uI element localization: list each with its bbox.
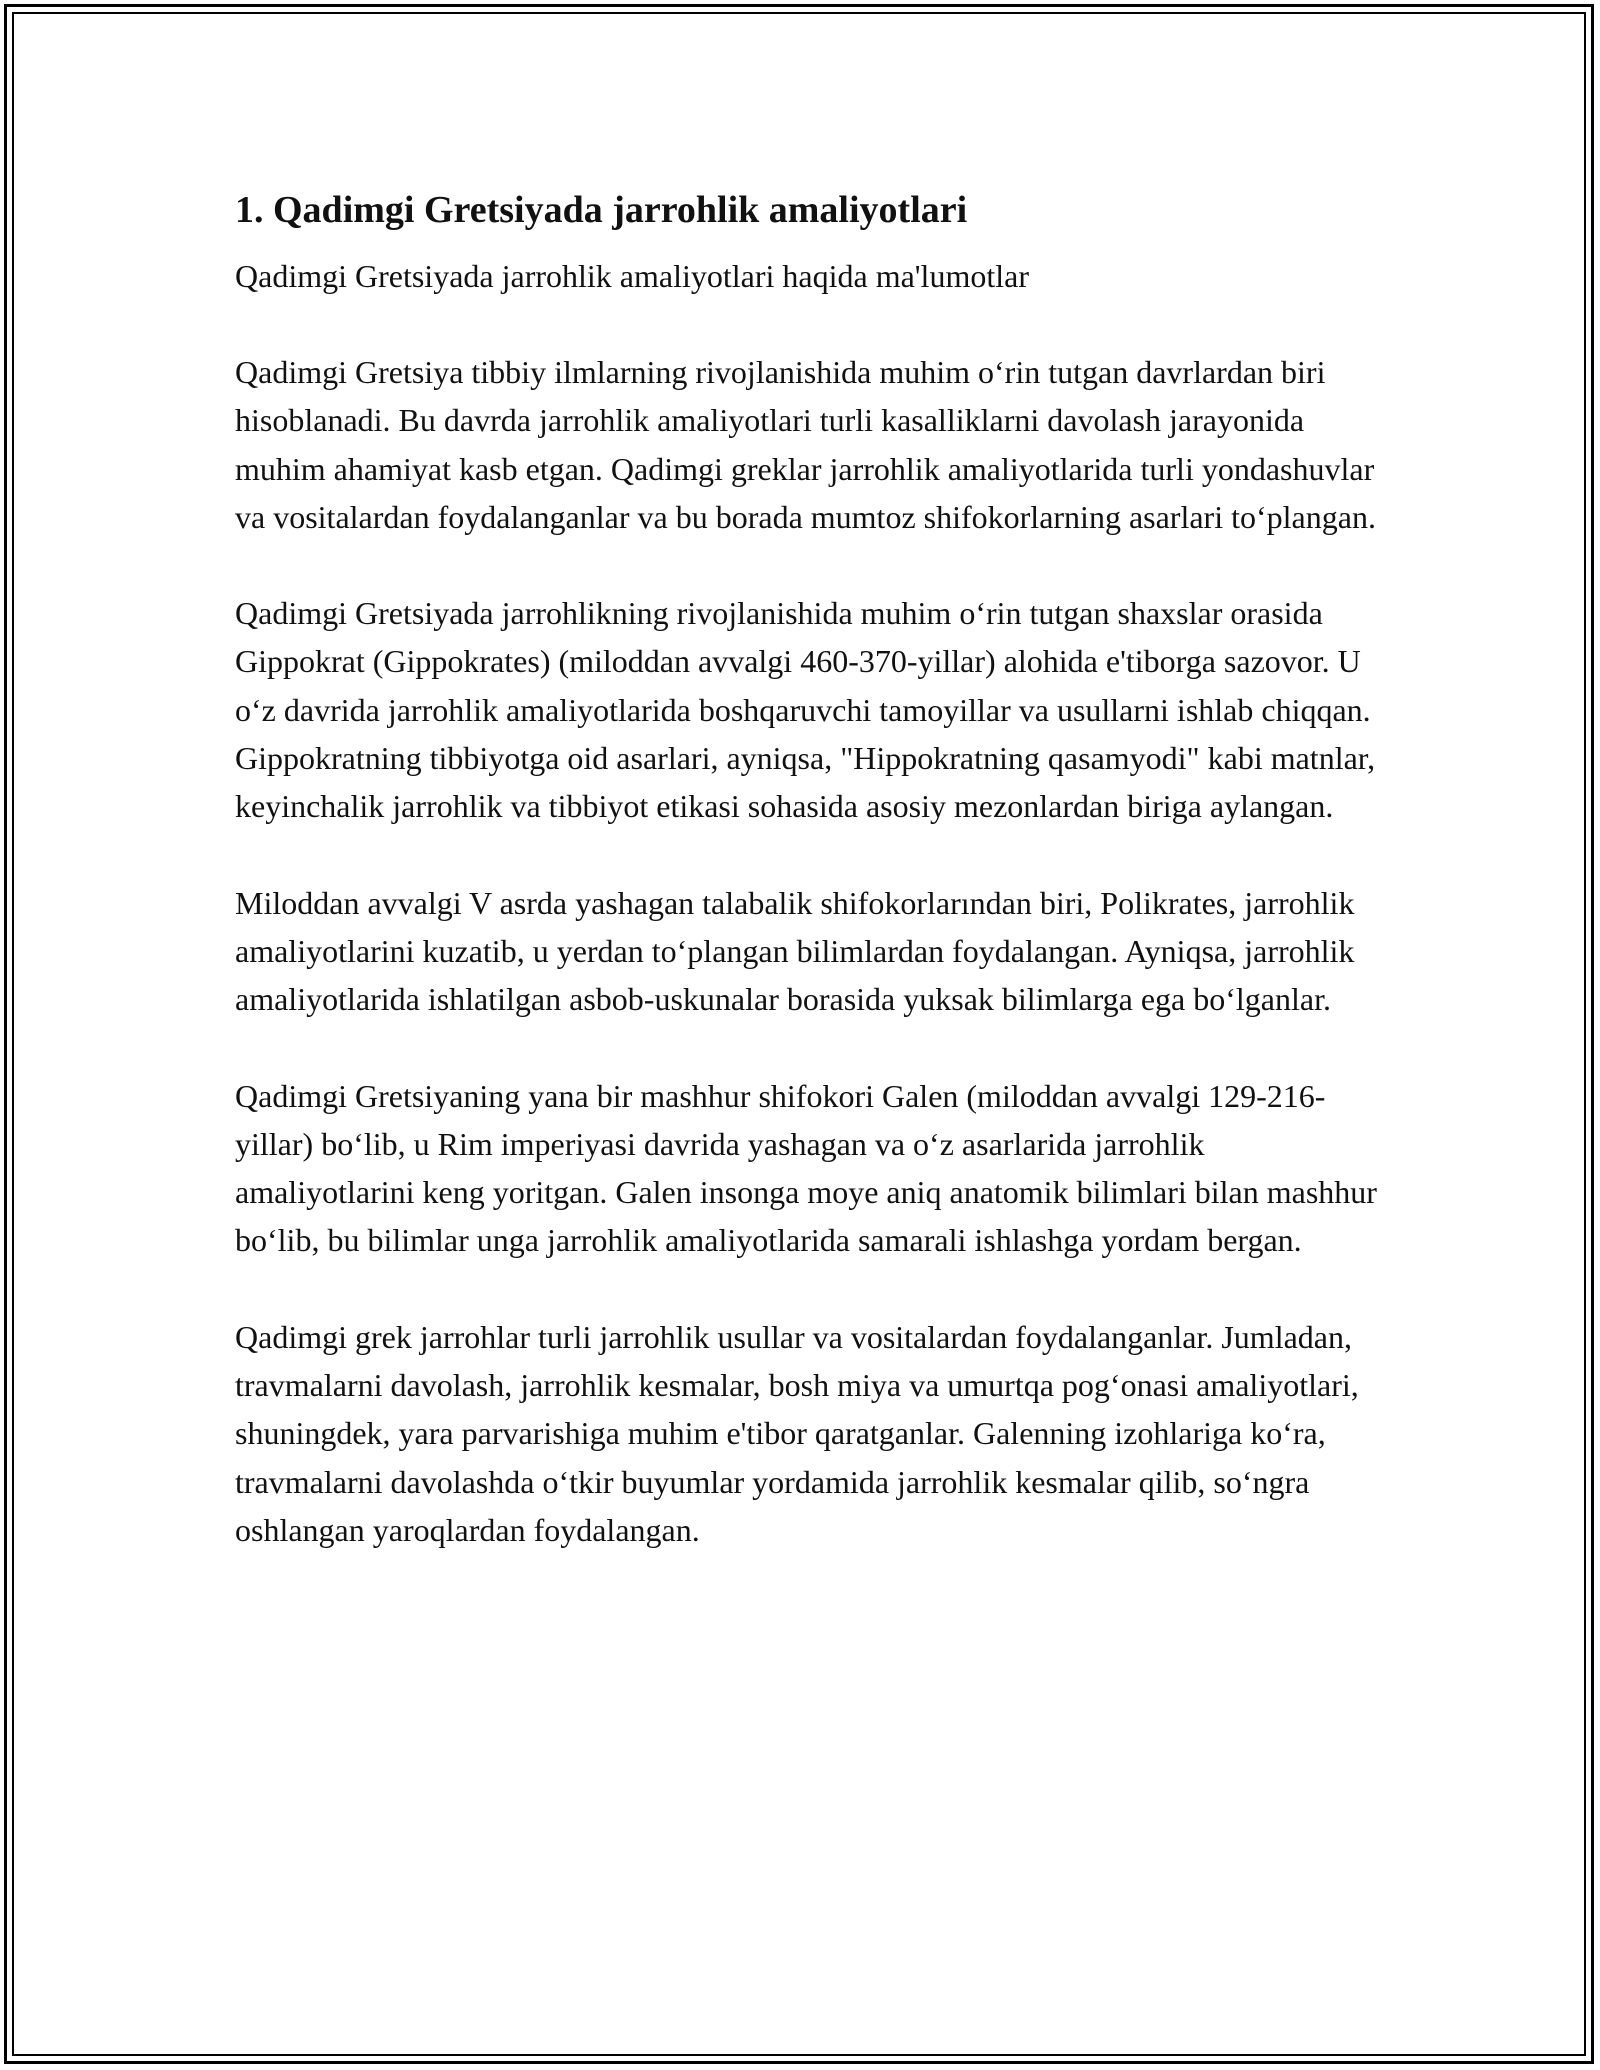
- section-subtitle: Qadimgi Gretsiyada jarrohlik amaliyotlari haqida ma'lumotlar: [235, 258, 1029, 294]
- document-body: [235, 186, 1385, 1602]
- paragraph-3: Miloddan avvalgi V asrda yashagan talabalik shifokorlarından biri, Polikrates, jarrohlik amaliyotlarini kuzatib, u yerdan to‘plangan bilimlardan foydalangan. Ayniqsa, jarrohlik amaliyotlarida ishlatilgan asbob-uskunalar borasida yuksak bilimlarga ega bo‘lganlar.: [235, 884, 1355, 1018]
- paragraph-2: Qadimgi Gretsiyada jarrohlikning rivojlanishida muhim o‘rin tutgan shaxslar orasida Gippokrat (Gippokrates) (miloddan avvalgi 460-370-yillar) alohida e'tiborga sazovor. U o‘z davrida jarrohlik amaliyotlarida boshqaruvchi tamoyillar va usullarni ishlab chiqqan. Gippokratning tibbiyotga oid asarlari, ayniqsa, "Hippokratning qasamyodi" kabi matnlar, keyinchalik jarrohlik va tibbiyot etikasi sohasida asosiy mezonlardan biriga aylangan.: [235, 595, 1376, 825]
- paragraph-1: Qadimgi Gretsiya tibbiy ilmlarning rivojlanishida muhim o‘rin tutgan davrlardan biri hisoblanadi. Bu davrda jarrohlik amaliyotlari turli kasalliklarni davolash jarayonida muhim ahamiyat kasb etgan. Qadimgi greklar jarrohlik amaliyotlarida turli yondashuvlar va vositalardan foydalanganlar va bu borada mumtoz shifokorlarning asarlari to‘plangan.: [235, 354, 1376, 535]
- section-heading: 1. Qadimgi Gretsiyada jarrohlik amaliyotlari: [235, 189, 968, 231]
- paragraph-5: Qadimgi grek jarrohlar turli jarrohlik usullar va vositalardan foydalanganlar. Jumladan, travmalarni davolash, jarrohlik kesmalar, bosh miya va umurtqa pog‘onasi amaliyotlari, shuningdek, yara parvarishiga muhim e'tibor qaratganlar. Galenning izohlariga ko‘ra, travmalarni davolashda o‘tkir buyumlar yordamida jarrohlik kesmalar qilib, so‘ngra oshlangan yaroqlardan foydalangan.: [235, 1318, 1359, 1548]
- paragraph-4: Qadimgi Gretsiyaning yana bir mashhur shifokori Galen (miloddan avvalgi 129-216-yillar) bo‘lib, u Rim imperiyasi davrida yashagan va o‘z asarlarida jarrohlik amaliyotlarini keng yoritgan. Galen insonga moye aniq anatomik bilimlari bilan mashhur bo‘lib, bu bilimlar unga jarrohlik amaliyotlarida samarali ishlashga yordam bergan.: [235, 1077, 1377, 1259]
